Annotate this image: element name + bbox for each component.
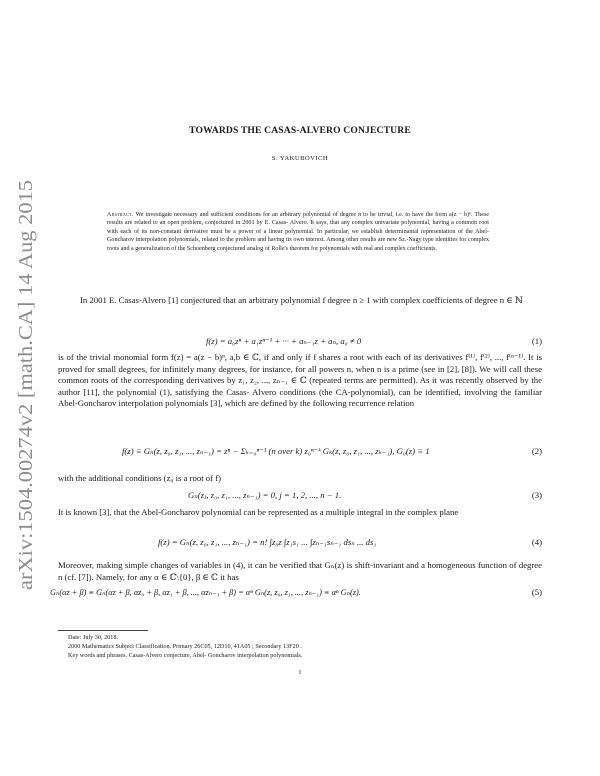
equation-4-body: f(z) = Gₙ(z, z₀, z₁, ..., zₙ₋₁) = n! ∫z₀z ∫z₁s₁ ... ∫zₙ₋₁sₙ₋₁ dsₙ ... ds₁ <box>158 537 377 547</box>
equation-1-body: f(z) = a₀zⁿ + a₁zⁿ⁻¹ + ··· + aₙ₋₁z + aₙ, a₀ ≠ 0 <box>206 336 362 346</box>
page-number: 1 <box>298 669 302 676</box>
intro-paragraph: In 2001 E. Casas-Alvero [1] conjectured that an arbitrary polynomial f degree n ≥ 1 with complex coefficients of degree n ∈ ℕ <box>80 295 523 305</box>
arxiv-stamp <box>6 170 40 600</box>
equation-4-number: (4) <box>531 537 542 547</box>
equation-4 <box>58 537 542 553</box>
paragraph-3: with the additional conditions (z₀ is a root of f) <box>58 473 221 483</box>
abstract-text: We investigate necessary and sufficient conditions for an arbitrary polynomial of degree n to be trivial, i.e. to have the form a(z − b)ⁿ. These results are related to an open problem, conjectured in 2001 by E. Casas- Alvero. It says, that any complex univariate polynomial, having a common root with each of its non-constant derivative must be a power of a linear polynomial. In particular, we establish determinantal representation of the Abel-Goncharov interpolation polynomials, related to the problem and having its own interest. Among other results are new Sz.-Nagy type identities for complex roots and a generalization of the Schoenberg conjectured analog of Rolle's theorem for polynomials with real and complex coefficients. <box>107 212 489 252</box>
equation-3 <box>58 490 542 506</box>
footnote-rule <box>58 630 148 631</box>
footnote-keywords: Key words and phrases. Casas-Alvero conjecture, Abel- Goncharov interpolation polynomials. <box>68 652 303 659</box>
paragraph-2: is of the trivial monomial form f(z) = a(z − b)ⁿ, a,b ∈ ℂ, if and only if f shares a root with each of its derivatives f⁽¹⁾, f⁽²⁾, ..., f⁽ⁿ⁻¹⁾. It is proved for small degrees, for infinitely many degrees, for instance, for all powers n, when n is a prime (see in [2], [8]). We will call these common roots of the corresponding derivatives by z₁, z₂, ..., zₙ₋₁ ∈ ℂ (repeated terms are permitted). As it was recently observed by the author [11], the polynomial (1), satisfying the Casas- Alvero conditions (the CA-polynomial), can be identified, involving the familiar Abel-Goncharov interpolation polynomials [3], which are defined by the following recurrence relation <box>58 352 542 409</box>
equation-1 <box>58 336 542 352</box>
equation-5 <box>50 587 542 603</box>
arxiv-identifier[interactable]: arXiv:1504.00274v2 [math.CA] 14 Aug 2015 <box>16 233 37 590</box>
equation-2-number: (2) <box>531 446 542 456</box>
equation-5-body: Gₙ(αz + β) ≡ Gₙ(αz + β, αz₀ + β, αz₁ + β, ..., αzₙ₋₁ + β) = αⁿ Gₙ(z, z₀, z₁, ..., zₙ₋₁) ≡ αⁿ Gₙ(z). <box>50 588 361 597</box>
equation-2-body: f(z) ≡ Gₙ(z, z₀, z₁, ..., zₙ₋₁) = zⁿ − Σₖ₌₀ⁿ⁻¹ (n over k) z₀ⁿ⁻ᵏ Gₖ(z, z₀, z₁, ..., zₖ₋₁), G₀(z) ≡ 1 <box>122 446 430 456</box>
footnote-date: Date: July 30, 2018. <box>68 634 119 641</box>
paragraph-5: Moreover, making simple changes of variables in (4), it can be verified that Gₙ(z) is shift-invariant and a homogeneous function of degree n (cf. [7]). Namely, for any α ∈ ℂ\{0}, β ∈ ℂ it has <box>58 560 542 582</box>
equation-3-body: Gₙ(zⱼ, z₀, z₁, ..., zₙ₋₁) = 0, j = 1, 2, ..., n − 1. <box>188 490 342 500</box>
paper-author: S. YAKUBOVICH <box>271 155 329 162</box>
equation-3-number: (3) <box>531 490 542 500</box>
footnote-msc: 2000 Mathematics Subject Classification. Primary 26C05, 12D10, 41A05 ; Secondary 13F20 . <box>68 643 302 650</box>
equation-2 <box>58 446 542 462</box>
equation-5-number: (5) <box>531 587 542 597</box>
paragraph-4: It is known [3], that the Abel-Goncharov polynomial can be represented as a multiple integral in the complex plane <box>58 507 459 517</box>
paper-title: TOWARDS THE CASAS-ALVERO CONJECTURE <box>189 125 411 136</box>
abstract <box>107 211 489 253</box>
equation-1-number: (1) <box>531 336 542 346</box>
abstract-label: Abstract. <box>107 212 134 218</box>
